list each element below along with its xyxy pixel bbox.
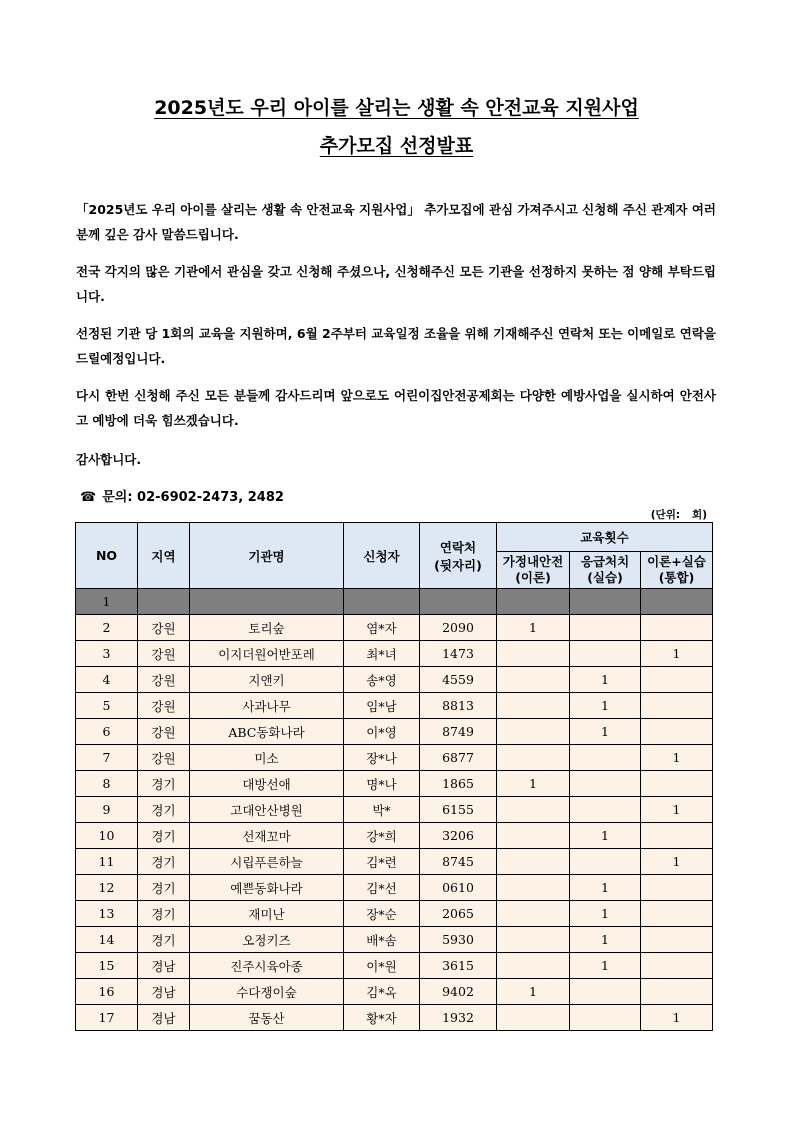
cell-contact: 4559 (420, 667, 497, 693)
cell-contact: 0610 (420, 875, 497, 901)
cell-region: 강원 (138, 641, 190, 667)
cell-no: 1 (76, 589, 138, 615)
cell-region: 경기 (138, 849, 190, 875)
cell-no: 11 (76, 849, 138, 875)
cell-home-safety (497, 823, 570, 849)
header-combined: 이론+실습 (통합) (641, 552, 713, 589)
cell-region: 강원 (138, 693, 190, 719)
cell-region: 경기 (138, 901, 190, 927)
cell-no: 9 (76, 797, 138, 823)
cell-no: 13 (76, 901, 138, 927)
table-body (76, 589, 713, 1031)
cell-contact: 3206 (420, 823, 497, 849)
cell-applicant: 배*솜 (344, 927, 420, 953)
cell-first-aid: 1 (570, 927, 641, 953)
cell-applicant: 임*남 (344, 693, 420, 719)
cell-no: 12 (76, 875, 138, 901)
cell-applicant: 김*선 (344, 875, 420, 901)
cell-region: 경남 (138, 1005, 190, 1031)
table-row (76, 1005, 713, 1031)
unit-label (651, 507, 707, 522)
cell-first-aid (570, 745, 641, 771)
cell-applicant: 명*나 (344, 771, 420, 797)
cell-institution: 대방선애 (190, 771, 344, 797)
cell-combined: 1 (641, 641, 713, 667)
intro-paragraph-2: 전국 각지의 많은 기관에서 관심을 갖고 신청해 주셨으나, 신청해주신 모든 기관을 선정하지 못하는 점 양해 부탁드립니다. (76, 264, 716, 304)
cell-home-safety: 1 (497, 979, 570, 1005)
title-line-2: 추가모집 선정발표 (319, 135, 474, 157)
cell-home-safety (497, 1005, 570, 1031)
table-row (76, 667, 713, 693)
cell-contact (420, 589, 497, 615)
cell-contact: 6877 (420, 745, 497, 771)
cell-institution: 미소 (190, 745, 344, 771)
table-row (76, 797, 713, 823)
cell-no: 17 (76, 1005, 138, 1031)
cell-home-safety (497, 693, 570, 719)
cell-combined (641, 901, 713, 927)
cell-applicant: 최*녀 (344, 641, 420, 667)
cell-region: 강원 (138, 615, 190, 641)
cell-home-safety: 1 (497, 615, 570, 641)
cell-contact: 8745 (420, 849, 497, 875)
cell-first-aid: 1 (570, 693, 641, 719)
cell-combined (641, 719, 713, 745)
cell-institution: 선재꼬마 (190, 823, 344, 849)
table-row (76, 849, 713, 875)
contact-text: 문의: 02-6902-2473, 2482 (102, 490, 284, 505)
cell-combined (641, 615, 713, 641)
unit-value: 회) (692, 509, 707, 521)
cell-combined (641, 953, 713, 979)
cell-region: 경기 (138, 797, 190, 823)
cell-home-safety: 1 (497, 771, 570, 797)
intro-paragraph-4: 다시 한번 신청해 주신 모든 분들께 감사드리며 앞으로도 어린이집안전공제회는 다양한 예방사업을 실시하여 안전사고 예방에 더욱 힘쓰겠습니다. (76, 388, 716, 428)
cell-contact: 1865 (420, 771, 497, 797)
table-row (76, 771, 713, 797)
table-row (76, 589, 713, 615)
cell-combined (641, 979, 713, 1005)
cell-no: 16 (76, 979, 138, 1005)
cell-contact: 8749 (420, 719, 497, 745)
cell-region: 경기 (138, 771, 190, 797)
cell-contact: 2090 (420, 615, 497, 641)
table-row (76, 693, 713, 719)
cell-applicant: 김*옥 (344, 979, 420, 1005)
cell-region: 경기 (138, 823, 190, 849)
cell-first-aid (570, 615, 641, 641)
cell-combined (641, 589, 713, 615)
table-row (76, 953, 713, 979)
telephone-icon: ☎ (80, 490, 97, 505)
cell-region: 경기 (138, 927, 190, 953)
cell-institution: 예쁜동화나라 (190, 875, 344, 901)
cell-combined (641, 667, 713, 693)
cell-institution: 지앤키 (190, 667, 344, 693)
cell-region: 강원 (138, 745, 190, 771)
cell-first-aid: 1 (570, 875, 641, 901)
cell-no: 2 (76, 615, 138, 641)
cell-applicant: 강*희 (344, 823, 420, 849)
cell-region: 경남 (138, 979, 190, 1005)
cell-applicant (344, 589, 420, 615)
cell-home-safety (497, 589, 570, 615)
header-region: 지역 (138, 523, 190, 589)
cell-applicant: 염*자 (344, 615, 420, 641)
cell-home-safety (497, 797, 570, 823)
header-first-aid: 응급처치 (실습) (570, 552, 641, 589)
cell-contact: 1932 (420, 1005, 497, 1031)
cell-institution: 고대안산병원 (190, 797, 344, 823)
cell-home-safety (497, 719, 570, 745)
table-row (76, 901, 713, 927)
cell-institution: 오정키즈 (190, 927, 344, 953)
cell-applicant: 장*순 (344, 901, 420, 927)
table-row (76, 979, 713, 1005)
cell-applicant: 장*나 (344, 745, 420, 771)
selection-table (75, 522, 713, 1031)
header-applicant: 신청자 (344, 523, 420, 589)
cell-no: 7 (76, 745, 138, 771)
cell-region: 경남 (138, 953, 190, 979)
cell-institution: 재미난 (190, 901, 344, 927)
cell-first-aid (570, 849, 641, 875)
cell-institution (190, 589, 344, 615)
cell-contact: 9402 (420, 979, 497, 1005)
cell-region: 강원 (138, 719, 190, 745)
cell-applicant: 황*자 (344, 1005, 420, 1031)
table-row (76, 719, 713, 745)
cell-home-safety (497, 641, 570, 667)
cell-home-safety (497, 849, 570, 875)
cell-institution: 수다쟁이숲 (190, 979, 344, 1005)
cell-first-aid: 1 (570, 667, 641, 693)
cell-home-safety (497, 745, 570, 771)
closing-thanks: 감사합니다. (76, 452, 142, 467)
cell-region: 강원 (138, 667, 190, 693)
cell-region: 경기 (138, 875, 190, 901)
header-contact: 연락처 (뒷자리) (420, 523, 497, 589)
cell-combined (641, 875, 713, 901)
cell-applicant: 이*영 (344, 719, 420, 745)
table-row (76, 927, 713, 953)
cell-applicant: 송*영 (344, 667, 420, 693)
cell-home-safety (497, 875, 570, 901)
header-home-safety: 가정내안전 (이론) (497, 552, 570, 589)
cell-applicant: 김*련 (344, 849, 420, 875)
cell-combined (641, 693, 713, 719)
cell-no: 4 (76, 667, 138, 693)
cell-institution: ABC동화나라 (190, 719, 344, 745)
cell-no: 10 (76, 823, 138, 849)
header-institution: 기관명 (190, 523, 344, 589)
cell-institution: 시립푸른하늘 (190, 849, 344, 875)
table-row (76, 615, 713, 641)
cell-institution: 진주시육아종 (190, 953, 344, 979)
cell-combined (641, 823, 713, 849)
cell-first-aid (570, 771, 641, 797)
cell-first-aid (570, 589, 641, 615)
cell-contact: 5930 (420, 927, 497, 953)
cell-no: 14 (76, 927, 138, 953)
cell-combined (641, 771, 713, 797)
header-edu-count: 교육횟수 (497, 523, 713, 552)
cell-institution: 사과나무 (190, 693, 344, 719)
cell-contact: 8813 (420, 693, 497, 719)
cell-no: 15 (76, 953, 138, 979)
cell-first-aid (570, 1005, 641, 1031)
cell-no: 3 (76, 641, 138, 667)
cell-combined: 1 (641, 1005, 713, 1031)
cell-contact: 2065 (420, 901, 497, 927)
cell-contact: 6155 (420, 797, 497, 823)
cell-applicant: 박* (344, 797, 420, 823)
title-line-1: 2025년도 우리 아이를 살리는 생활 속 안전교육 지원사업 (154, 97, 639, 119)
cell-home-safety (497, 901, 570, 927)
cell-combined (641, 927, 713, 953)
table-row (76, 641, 713, 667)
unit-prefix: (단위: (650, 509, 681, 521)
cell-first-aid: 1 (570, 823, 641, 849)
cell-combined: 1 (641, 797, 713, 823)
cell-home-safety (497, 667, 570, 693)
cell-first-aid: 1 (570, 953, 641, 979)
cell-first-aid (570, 641, 641, 667)
cell-home-safety (497, 953, 570, 979)
cell-applicant: 이*원 (344, 953, 420, 979)
cell-first-aid (570, 979, 641, 1005)
cell-institution: 토리숲 (190, 615, 344, 641)
header-no: NO (76, 523, 138, 589)
cell-no: 6 (76, 719, 138, 745)
contact-info (80, 486, 284, 505)
intro-paragraph-1: 「2025년도 우리 아이를 살리는 생활 속 안전교육 지원사업」 추가모집에 관심 가져주시고 신청해 주신 관계자 여러분께 깊은 감사 말씀드립니다. (76, 202, 716, 242)
table-row (76, 823, 713, 849)
cell-institution: 이지더원어반포레 (190, 641, 344, 667)
cell-first-aid (570, 797, 641, 823)
cell-no: 5 (76, 693, 138, 719)
cell-combined: 1 (641, 745, 713, 771)
cell-no: 8 (76, 771, 138, 797)
cell-institution: 꿈동산 (190, 1005, 344, 1031)
intro-paragraph-3: 선정된 기관 당 1회의 교육을 지원하며, 6월 2주부터 교육일정 조율을 위해 기재해주신 연락처 또는 이메일로 연락을 드릴예정입니다. (76, 326, 716, 366)
cell-contact: 1473 (420, 641, 497, 667)
cell-region (138, 589, 190, 615)
cell-combined: 1 (641, 849, 713, 875)
table-row (76, 875, 713, 901)
cell-first-aid: 1 (570, 719, 641, 745)
cell-contact: 3615 (420, 953, 497, 979)
cell-home-safety (497, 927, 570, 953)
table-row (76, 745, 713, 771)
cell-first-aid: 1 (570, 901, 641, 927)
